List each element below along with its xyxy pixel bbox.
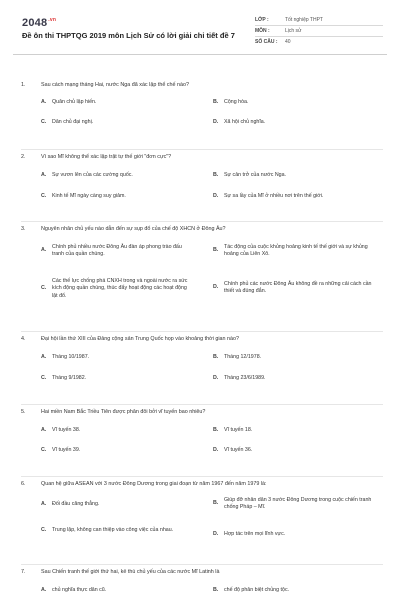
- page-title: Đề ôn thi THPTQG 2019 môn Lịch Sử có lời giải chi tiết đề 7: [22, 31, 235, 40]
- question-stem: 5. Hai miền Nam Bắc Triều Tiên được phân đôi bởi vĩ tuyến bao nhiêu?: [21, 409, 206, 415]
- question-stem: 1. Sau cách mạng tháng Hai, nước Nga đã xác lập thể chế nào?: [21, 82, 189, 88]
- document-sheet: [13, 9, 387, 593]
- question-5: [21, 409, 383, 463]
- option-a[interactable]: A. Chính phủ nhiều nước Đông Âu đàn áp phong trào đấu tranh của quần chúng.: [41, 243, 182, 258]
- option-a[interactable]: A. chủ nghĩa thực dân cũ.: [41, 586, 107, 593]
- option-d[interactable]: D. Vĩ tuyến 36.: [213, 446, 253, 453]
- option-d[interactable]: D. Chính phủ các nước Đông Âu không đề ra những cải cách cần thiết và đúng đắn.: [213, 280, 372, 295]
- divider: [21, 564, 383, 565]
- option-b[interactable]: B. Cộng hòa.: [213, 98, 249, 105]
- option-c[interactable]: C. Các thế lực chống phá CNXH trong và ngoài nước ra sức kích động quần chúng, thúc đẩy hoạt động các hoạt động lật đổ.: [41, 277, 188, 299]
- option-a[interactable]: A. Vĩ tuyến 38.: [41, 426, 81, 433]
- option-d[interactable]: D. Sự sa lầy của Mĩ ở nhiều nơi trên thế giới.: [213, 192, 324, 199]
- divider: [21, 221, 383, 222]
- question-4: [21, 336, 383, 390]
- meta-question-count: SỐ CÂU : 40: [255, 39, 291, 45]
- option-a[interactable]: A. Sự vươn lên của các cường quốc.: [41, 171, 133, 178]
- question-stem: 3. Nguyên nhân chủ yếu nào dẫn đến sự sụp đổ của chế độ XHCN ở Đông Âu?: [21, 226, 226, 232]
- divider: [21, 404, 383, 405]
- option-c[interactable]: C. Tháng 9/1982.: [41, 374, 87, 381]
- question-3: [21, 226, 383, 330]
- divider: [21, 149, 383, 150]
- question-6: [21, 481, 383, 553]
- option-c[interactable]: C. Dân chủ đại nghị.: [41, 118, 94, 125]
- option-b[interactable]: B. chế độ phân biệt chủng tộc.: [213, 586, 290, 593]
- option-b[interactable]: B. Sự cản trở của nước Nga.: [213, 171, 287, 178]
- option-b[interactable]: B. Giúp đỡ nhân dân 3 nước Đông Dương trong cuộc chiến tranh chống Pháp – Mĩ.: [213, 496, 372, 511]
- question-stem: 4. Đại hội lần thứ XIII của Đảng cộng sản Trung Quốc họp vào khoảng thời gian nào?: [21, 336, 240, 342]
- option-d[interactable]: D. Hợp tác trên mọi lĩnh vực.: [213, 530, 286, 537]
- option-a[interactable]: A. Quân chủ lập hiến.: [41, 98, 97, 105]
- option-a[interactable]: A. Đối đầu căng thẳng.: [41, 500, 100, 507]
- divider: [21, 476, 383, 477]
- meta-grade: LỚP : Tốt nghiệp THPT: [255, 15, 383, 26]
- question-stem: 7. Sau Chiến tranh thế giới thứ hai, kẻ thù chủ yếu của các nước Mĩ Latinh là: [21, 569, 220, 575]
- option-c[interactable]: C. Trung lập, không can thiệp vào công việc của nhau.: [41, 526, 174, 533]
- option-c[interactable]: C. Kinh tế Mĩ ngày càng suy giảm.: [41, 192, 126, 199]
- divider: [21, 331, 383, 332]
- question-7: [21, 569, 383, 600]
- option-d[interactable]: D. Xã hội chủ nghĩa.: [213, 118, 266, 125]
- option-b[interactable]: B. Tác động của cuộc khủng hoảng kinh tế thế giới và sự khủng hoảng của Liên Xô.: [213, 243, 368, 258]
- question-stem: 6. Quan hệ giữa ASEAN với 3 nước Đông Dương trong giai đoạn từ năm 1967 đến năm 1979 là:: [21, 481, 267, 487]
- site-logo[interactable]: $2048^{.vn}$: [22, 17, 57, 29]
- option-b[interactable]: B. Tháng 12/1978.: [213, 353, 262, 360]
- question-stem: 2. Vì sao Mĩ không thể xác lập trật tự thế giới "đơn cực"?: [21, 154, 172, 160]
- option-a[interactable]: A. Tháng 10/1987.: [41, 353, 90, 360]
- option-c[interactable]: C. Vĩ tuyến 39.: [41, 446, 81, 453]
- option-b[interactable]: B. Vĩ tuyến 18.: [213, 426, 253, 433]
- question-1: [21, 82, 383, 135]
- document-header: [13, 9, 387, 55]
- question-2: [21, 154, 383, 208]
- option-d[interactable]: D. Tháng 23/6/1989.: [213, 374, 266, 381]
- meta-subject: MÔN : Lịch sử: [255, 26, 383, 37]
- exam-meta: [255, 15, 383, 48]
